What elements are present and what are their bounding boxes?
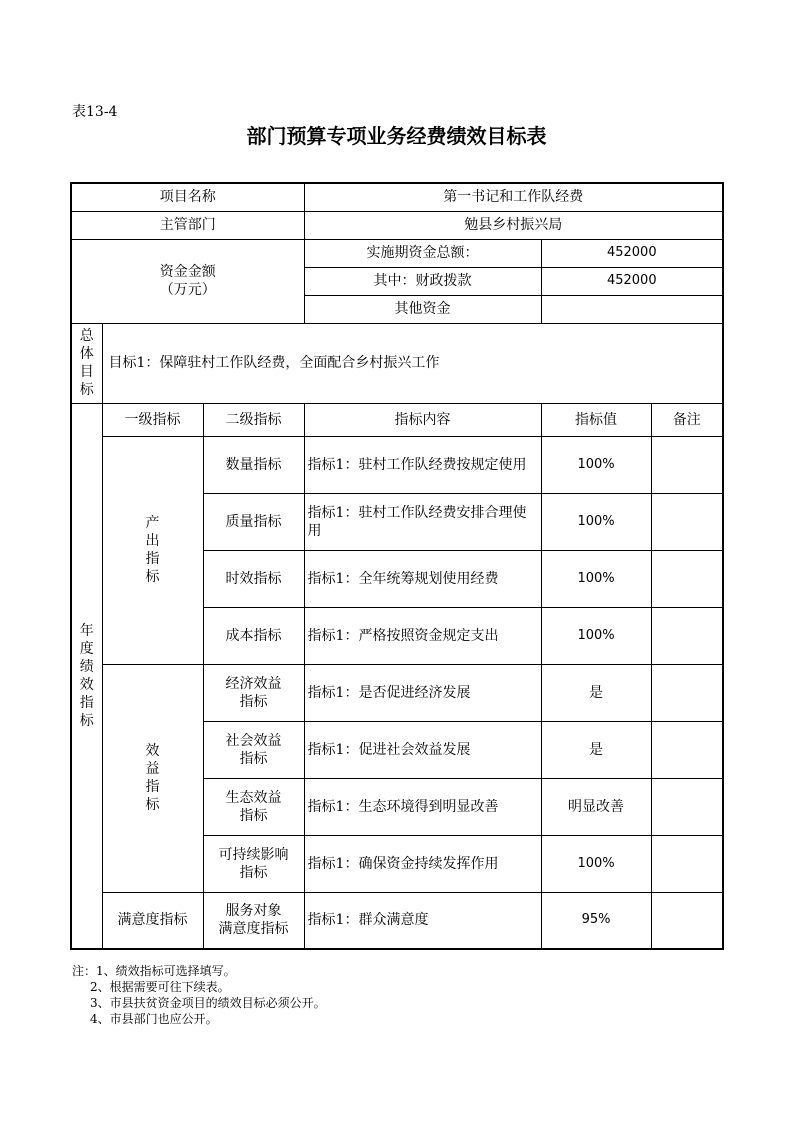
satisfaction-row xyxy=(71,892,723,949)
department-row xyxy=(71,211,723,239)
value-cell: 100% xyxy=(541,493,651,550)
value-cell: 100% xyxy=(541,436,651,493)
satisfaction-indicator-label: 满意度指标 xyxy=(102,892,203,949)
content-cell: 指标1：促进社会效益发展 xyxy=(304,721,541,778)
value-cell: 是 xyxy=(541,721,651,778)
table-row xyxy=(71,664,723,721)
funds-fiscal-value: 452000 xyxy=(541,267,723,295)
remark-cell xyxy=(651,778,723,835)
remark-cell xyxy=(651,493,723,550)
funds-label-line2: （万元） xyxy=(159,282,216,298)
value-cell: 明显改善 xyxy=(541,778,651,835)
level2-cell: 生态效益 指标 xyxy=(203,778,304,835)
overall-goal-text: 目标1：保障驻村工作队经费，全面配合乡村振兴工作 xyxy=(102,323,723,403)
page-title: 部门预算专项业务经费绩效目标表 xyxy=(246,124,547,148)
remark-cell xyxy=(651,892,723,949)
project-value: 第一书记和工作队经费 xyxy=(304,183,723,211)
remark-cell xyxy=(651,436,723,493)
footnotes xyxy=(72,963,326,1027)
level2-cell: 社会效益 指标 xyxy=(203,721,304,778)
funds-total-row xyxy=(71,239,723,267)
value-cell: 是 xyxy=(541,664,651,721)
footnote: 2、根据需要可往下续表。 xyxy=(90,980,230,994)
remark-cell xyxy=(651,550,723,607)
header-content: 指标内容 xyxy=(304,403,541,436)
project-row xyxy=(71,183,723,211)
header-level2: 二级指标 xyxy=(203,403,304,436)
level2-cell: 经济效益 指标 xyxy=(203,664,304,721)
table-row xyxy=(71,436,723,493)
header-level1: 一级指标 xyxy=(102,403,203,436)
benefit-indicator-label: 效 益 指 标 xyxy=(102,664,203,892)
content-cell: 指标1：是否促进经济发展 xyxy=(304,664,541,721)
performance-goal-table xyxy=(70,182,724,950)
remark-cell xyxy=(651,664,723,721)
level2-cell: 时效指标 xyxy=(203,550,304,607)
content-cell: 指标1：驻村工作队经费按规定使用 xyxy=(304,436,541,493)
value-cell: 100% xyxy=(541,607,651,664)
indicator-header-row xyxy=(71,403,723,436)
footnote: 4、市县部门也应公开。 xyxy=(90,1012,218,1026)
level2-cell: 成本指标 xyxy=(203,607,304,664)
department-value: 勉县乡村振兴局 xyxy=(304,211,723,239)
overall-goal-row xyxy=(71,323,723,403)
funds-total-label: 实施期资金总额： xyxy=(304,239,541,267)
funds-label xyxy=(71,239,304,323)
content-cell: 指标1：严格按照资金规定支出 xyxy=(304,607,541,664)
header-remark: 备注 xyxy=(651,403,723,436)
level2-cell: 服务对象 满意度指标 xyxy=(203,892,304,949)
output-indicator-label: 产 出 指 标 xyxy=(102,436,203,664)
overall-goal-label: 总 体 目 标 xyxy=(71,323,102,403)
project-label: 项目名称 xyxy=(71,183,304,211)
value-cell: 100% xyxy=(541,835,651,892)
footnote: 注：1、绩效指标可选择填写。 xyxy=(72,964,236,978)
level2-cell: 质量指标 xyxy=(203,493,304,550)
header-value: 指标值 xyxy=(541,403,651,436)
value-cell: 95% xyxy=(541,892,651,949)
footnote: 3、市县扶贫资金项目的绩效目标必须公开。 xyxy=(90,996,326,1010)
value-cell: 100% xyxy=(541,550,651,607)
content-cell: 指标1：全年统筹规划使用经费 xyxy=(304,550,541,607)
funds-total-value: 452000 xyxy=(541,239,723,267)
funds-other-value xyxy=(541,295,723,323)
funds-label-line1: 资金金额 xyxy=(159,264,216,280)
table-number: 表13-4 xyxy=(72,104,118,120)
content-cell: 指标1：确保资金持续发挥作用 xyxy=(304,835,541,892)
level2-cell: 可持续影响 指标 xyxy=(203,835,304,892)
remark-cell xyxy=(651,721,723,778)
annual-indicator-label: 年 度 绩 效 指 标 xyxy=(71,403,102,949)
funds-fiscal-label: 其中：财政拨款 xyxy=(304,267,541,295)
remark-cell xyxy=(651,607,723,664)
content-cell: 指标1：驻村工作队经费安排合理使用 xyxy=(304,493,541,550)
level2-cell: 数量指标 xyxy=(203,436,304,493)
remark-cell xyxy=(651,835,723,892)
funds-other-label: 其他资金 xyxy=(304,295,541,323)
content-cell: 指标1：群众满意度 xyxy=(304,892,541,949)
content-cell: 指标1：生态环境得到明显改善 xyxy=(304,778,541,835)
department-label: 主管部门 xyxy=(71,211,304,239)
